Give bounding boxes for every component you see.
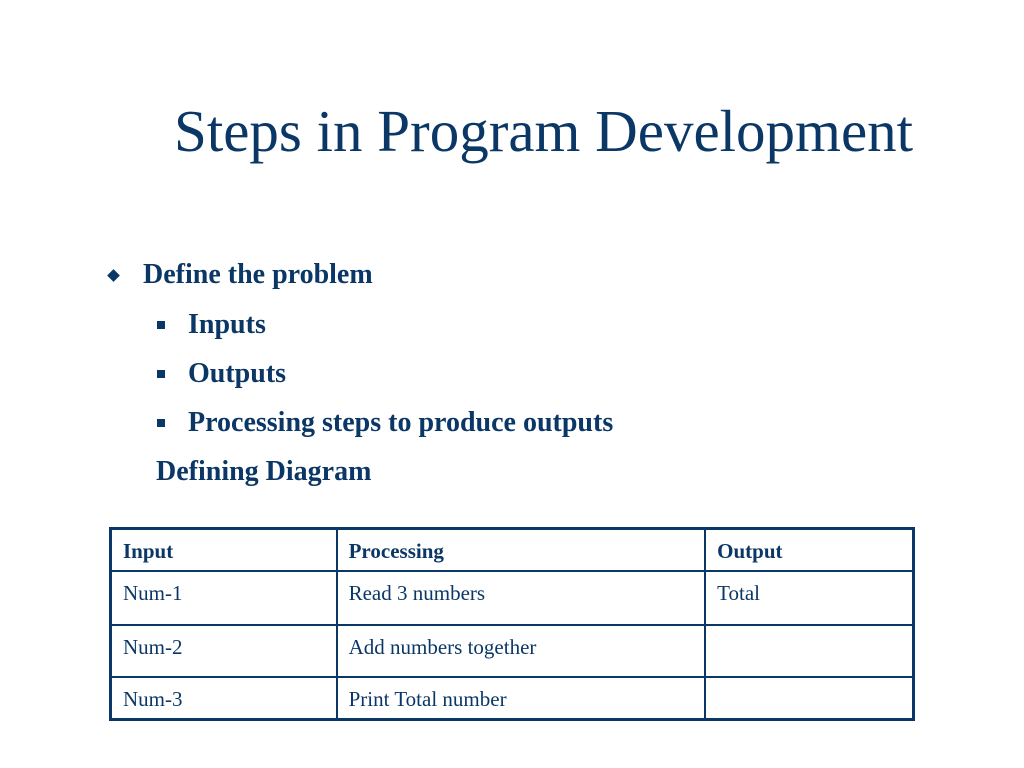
sub-bullet-outputs — [157, 356, 286, 392]
table-cell: Total — [705, 571, 913, 625]
table-row — [111, 625, 914, 677]
square-bullet-icon — [157, 370, 165, 378]
table-cell: Num-2 — [111, 625, 337, 677]
table-header-row — [111, 529, 914, 572]
sub-bullet-processing — [157, 405, 613, 441]
square-bullet-icon — [157, 321, 165, 329]
diamond-bullet-icon — [107, 269, 120, 282]
slide-title: Steps in Program Development — [174, 98, 914, 164]
table-cell: Num-1 — [111, 571, 337, 625]
square-bullet-icon — [157, 419, 165, 427]
table-header-cell: Output — [705, 529, 913, 572]
sub-bullet-label: Inputs — [188, 309, 266, 340]
table-cell: Num-3 — [111, 677, 337, 720]
table-cell: Print Total number — [337, 677, 706, 720]
table-cell — [705, 677, 913, 720]
sub-bullet-label: Outputs — [188, 358, 287, 389]
sub-bullet-inputs — [157, 307, 266, 343]
table-cell: Read 3 numbers — [337, 571, 706, 625]
table-header-cell: Processing — [337, 529, 706, 572]
table-row — [111, 677, 914, 720]
main-bullet — [105, 257, 373, 293]
table-header-cell: Input — [111, 529, 337, 572]
table-cell: Add numbers together — [337, 625, 706, 677]
defining-diagram-table — [109, 527, 915, 721]
main-bullet-label: Define the problem — [143, 259, 373, 290]
table-row — [111, 571, 914, 625]
defining-diagram-label: Defining Diagram — [156, 456, 372, 487]
sub-bullet-label: Processing steps to produce outputs — [188, 407, 614, 438]
table-cell — [705, 625, 913, 677]
